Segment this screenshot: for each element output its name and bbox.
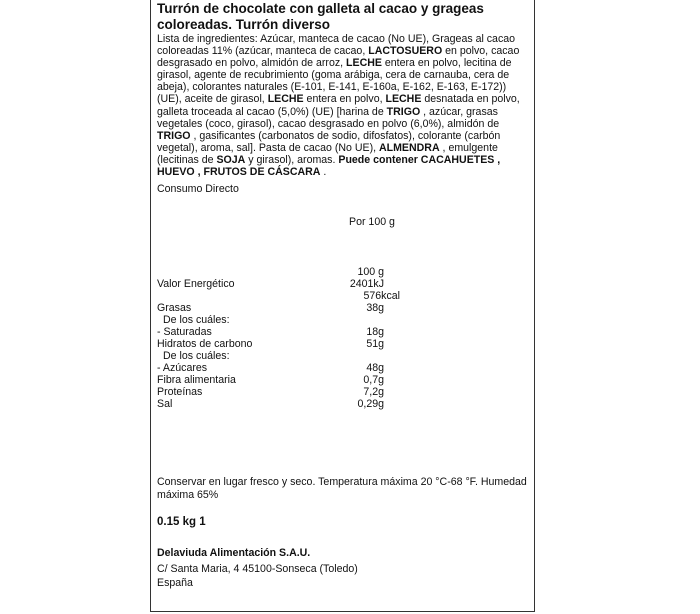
storage-note: Conservar en lugar fresco y seco. Temperatura máxima 20 °C-68 °F. Humedad máxima 65% — [157, 476, 527, 501]
allergen-text: LECHE — [346, 57, 382, 70]
ingredient-text: entera en polvo, — [303, 93, 386, 106]
carbs-label: Hidratos de carbono — [157, 338, 253, 350]
product-title: Turrón de chocolate con galleta al cacao y grageas coloreadas. Turrón diverso — [157, 1, 484, 32]
company-address: C/ Santa Maria, 4 45100-Sonseca (Toledo) — [157, 563, 358, 575]
company-name: Delaviuda Alimentación S.A.U. — [157, 547, 311, 559]
allergen-text: LACTOSUERO — [368, 45, 443, 58]
fibre-value: 0,7g — [363, 374, 384, 386]
fibre-label: Fibra alimentaria — [157, 374, 236, 386]
ingredient-text: . — [320, 166, 327, 179]
nutrition-col-header: 100 g — [357, 266, 384, 278]
allergen-text: TRIGO — [386, 105, 421, 118]
allergen-text: Puede contener CACAHUETES , HUEVO , FRUTOS DE CÁSCARA — [157, 153, 501, 179]
salt-label: Sal — [157, 398, 173, 410]
fat-value: 38g — [366, 302, 384, 314]
allergen-text: TRIGO — [157, 129, 191, 142]
allergen-text: LECHE — [385, 93, 422, 106]
ingredient-text: en polvo, cacao desgrasado en polvo, almidón de arroz, — [157, 45, 520, 70]
ingredient-text: , azúcar, grasas vegetales (coco, girasol), cacao desgrasado en polvo (6,0%), almidón de — [157, 105, 500, 130]
protein-label: Proteínas — [157, 386, 203, 398]
protein-value: 7,2g — [363, 386, 384, 398]
allergen-text: SOJA — [216, 153, 246, 166]
sugars-value: 48g — [366, 362, 384, 374]
energy-label: Valor Energético — [157, 278, 235, 290]
allergen-text: LECHE — [267, 93, 304, 106]
ingredient-text: , emulgente (lecitinas de — [157, 141, 498, 166]
carbs-value: 51g — [366, 338, 384, 350]
energy-kcal: 576kcal — [363, 290, 400, 302]
ingredient-text: y girasol), aromas. — [245, 153, 339, 166]
allergen-text: ALMENDRA — [378, 141, 440, 154]
consumption-note: Consumo Directo — [157, 183, 239, 195]
nutrition-header: Por 100 g — [349, 216, 395, 228]
salt-value: 0,29g — [357, 398, 384, 410]
net-weight: 0.15 kg 1 — [157, 516, 206, 528]
fat-label: Grasas — [157, 302, 192, 314]
ingredient-text: desnatada en polvo, galleta troceada al cacao (5,0%) (UE) [harina de — [157, 93, 520, 118]
saturated-value: 18g — [366, 326, 384, 338]
fat-subheader: De los cuáles: — [163, 314, 230, 326]
company-country: España — [157, 577, 193, 589]
saturated-label: - Saturadas — [157, 326, 212, 338]
carbs-subheader: De los cuáles: — [163, 350, 230, 362]
sugars-label: - Azúcares — [157, 362, 208, 374]
ingredient-text: , gasificantes (carbonatos de sodio, difosfatos), colorante (carbón vegetal), aroma, sal]. Pasta de cacao (No UE), — [157, 129, 501, 154]
ingredient-text: Lista de ingredientes: Azúcar, manteca de cacao (No UE), Grageas al cacao coloreadas 11% (azúcar, manteca de cacao, — [157, 33, 516, 58]
ingredient-text: entera en polvo, lecitina de girasol, agente de recubrimiento (goma arábiga, cera de carnauba, cera de abeja), colorantes naturales (E-101, E-141, E-160a, E-162, E-163, E-172)) (UE), aceite de girasol, — [157, 57, 512, 106]
ingredients-list — [157, 33, 532, 178]
energy-kj: 2401kJ — [349, 278, 384, 290]
